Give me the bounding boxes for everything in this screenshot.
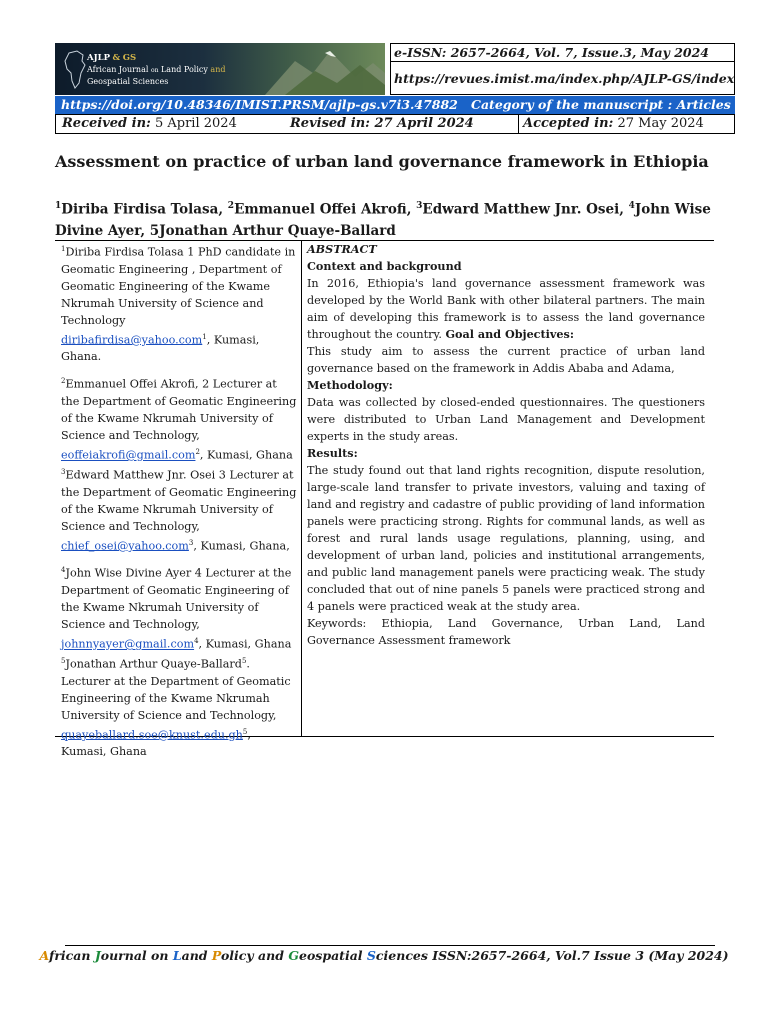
manuscript-category: Category of the manuscript : Articles — [471, 97, 731, 112]
results-text: The study found out that land rights recognition, dispute resolution, large-scale land transfer to private investors, valuing and taxing of land and registry and cadastre of public providing of land information panels were practicing strong. Rights for communal lands, as well as forest and rural lands usage regulations, planning, using, and development of urban land, policies and institutional arrangements, and public land management panels were practicing weak. The study concluded that out of nine panels 5 panels were practiced strong and 4 panels were practiced weak at the study area. — [307, 464, 705, 613]
journal-banner — [55, 43, 385, 95]
keywords: Keywords: Ethiopia, Land Governance, Urban Land, Land Governance Assessment framework — [307, 617, 705, 647]
abstract-column — [307, 241, 705, 649]
results-heading: Results: — [307, 446, 358, 460]
africa-map-icon — [65, 51, 85, 88]
article-title: Assessment on practice of urban land governance framework in Ethiopia — [55, 152, 709, 171]
received-date: Received in: 5 April 2024 — [62, 116, 237, 131]
banner-amp: & — [112, 53, 121, 63]
email-link-3[interactable]: chief_osei@yahoo.com — [61, 539, 189, 553]
banner-abbr2: GS — [122, 53, 137, 63]
goal-text: This study aim to assess the current practice of urban land governance based on the framework in Addis Ababa and Adama, — [307, 345, 705, 375]
email-link-5[interactable]: quayeballard.soe@knust.edu.gh — [61, 728, 243, 742]
method-heading: Methodology: — [307, 378, 393, 392]
footer-rule — [65, 945, 715, 946]
doi-link[interactable]: https://doi.org/10.48346/IMIST.PRSM/ajlp-gs.v7i3.47882 — [61, 97, 458, 112]
issn-text: e-ISSN: 2657-2664, Vol. 7, Issue.3, May 2024 — [391, 44, 734, 62]
doi-bar — [55, 96, 735, 114]
email-link-2[interactable]: eoffeiakrofi@gmail.com — [61, 448, 196, 462]
journal-header — [55, 43, 735, 135]
affiliation-4: $^4$John Wise Divine Ayer 4 Lecturer at the Department of Geomatic Engineering of the Kwame Nkrumah University of Science and Technology, johnnyayer@gmail.com$^4$, Kumasi, Ghana — [61, 566, 292, 651]
context-heading: Context and background — [307, 259, 462, 273]
banner-name-line2: Geospatial Sciences — [87, 77, 169, 86]
affiliation-2: $^2$Emmanuel Offei Akrofi, 2 Lecturer at the Department of Geomatic Engineering of the Kwame Nkrumah University of Science and Technology, eoffeiakrofi@gmail.com$^2$, Kumasi, Ghana — [61, 377, 297, 462]
email-link-1[interactable]: diribafirdisa@yahoo.com — [61, 333, 203, 347]
banner-title — [87, 52, 225, 87]
banner-abbr: AJLP — [87, 53, 110, 63]
author-4-5: John Wise Divine Ayer, 5Jonathan Arthur Quaye-Ballard — [55, 201, 711, 239]
abstract-heading: ABSTRACT — [307, 242, 377, 256]
context-text: In 2016, Ethiopia's land governance assessment framework was developed by the World Bank with other bilateral partners. The main aim of developing this framework is to assess the land governance throughout the country. Goal and Objectives: — [307, 277, 705, 341]
author-3: Edward Matthew Jnr. Osei, — [422, 201, 629, 218]
author-1: Diriba Firdisa Tolasa, — [61, 201, 228, 218]
column-divider — [301, 241, 302, 736]
author-2: Emmanuel Offei Akrofi, — [234, 201, 417, 218]
journal-url-link[interactable]: https://revues.imist.ma/index.php/AJLP-GS/index — [394, 71, 735, 86]
dates-row — [55, 114, 735, 134]
banner-name-on: on — [150, 67, 159, 74]
accepted-date: Accepted in: 27 May 2024 — [518, 115, 704, 133]
banner-name-rest: Land Policy — [160, 65, 208, 74]
journal-footer: African Journal on Land Policy and Geospatial Sciences ISSN:2657-2664, Vol.7 Issue 3 (May 2024) — [39, 948, 729, 963]
author-list: $^1$Diriba Firdisa Tolasa, $^2$Emmanuel Offei Akrofi, $^3$Edward Matthew Jnr. Osei, $^4$John Wise Divine Ayer, 5Jonathan Arthur Quaye-Ballard — [55, 201, 711, 239]
method-text: Data was collected by closed-ended questionnaires. The questioners were distributed to Urban Land Management and Development experts in the study areas. — [307, 396, 705, 443]
issn-box — [390, 43, 735, 95]
affiliation-5: $^5$Jonathan Arthur Quaye-Ballard$^5$. Lecturer at the Department of Geomatic Engineering of the Kwame Nkrumah University of Science and Technology, $quayeballard.soe@knust.edu.gh^5$, Kumasi, Ghana — [61, 656, 291, 759]
goal-heading: Goal and Objectives: — [445, 327, 574, 341]
email-link-4[interactable]: johnnyayer@gmail.com — [61, 637, 195, 651]
revised-date: Revised in: 27 April 2024 — [290, 116, 474, 131]
affiliations-column — [61, 241, 297, 768]
affiliation-3: $^3$Edward Matthew Jnr. Osei 3 Lecturer at the Department of Geomatic Engineering of the Kwame Nkrumah University of Science and Technology, chief_osei@yahoo.com$^3$, Kumasi, Ghana, — [61, 467, 297, 553]
affiliation-1: $^1$Diriba Firdisa Tolasa 1 PhD candidate in Geomatic Engineering , Department of Geomatic Engineering of the Kwame Nkrumah University of Science and Technology diribafirdisa@yahoo.com$^1$, Kumasi, Ghana. — [61, 245, 296, 364]
banner-name-and: and — [210, 65, 226, 74]
affiliation-abstract-table — [55, 240, 714, 759]
banner-name-line1: African Journal — [87, 65, 149, 74]
